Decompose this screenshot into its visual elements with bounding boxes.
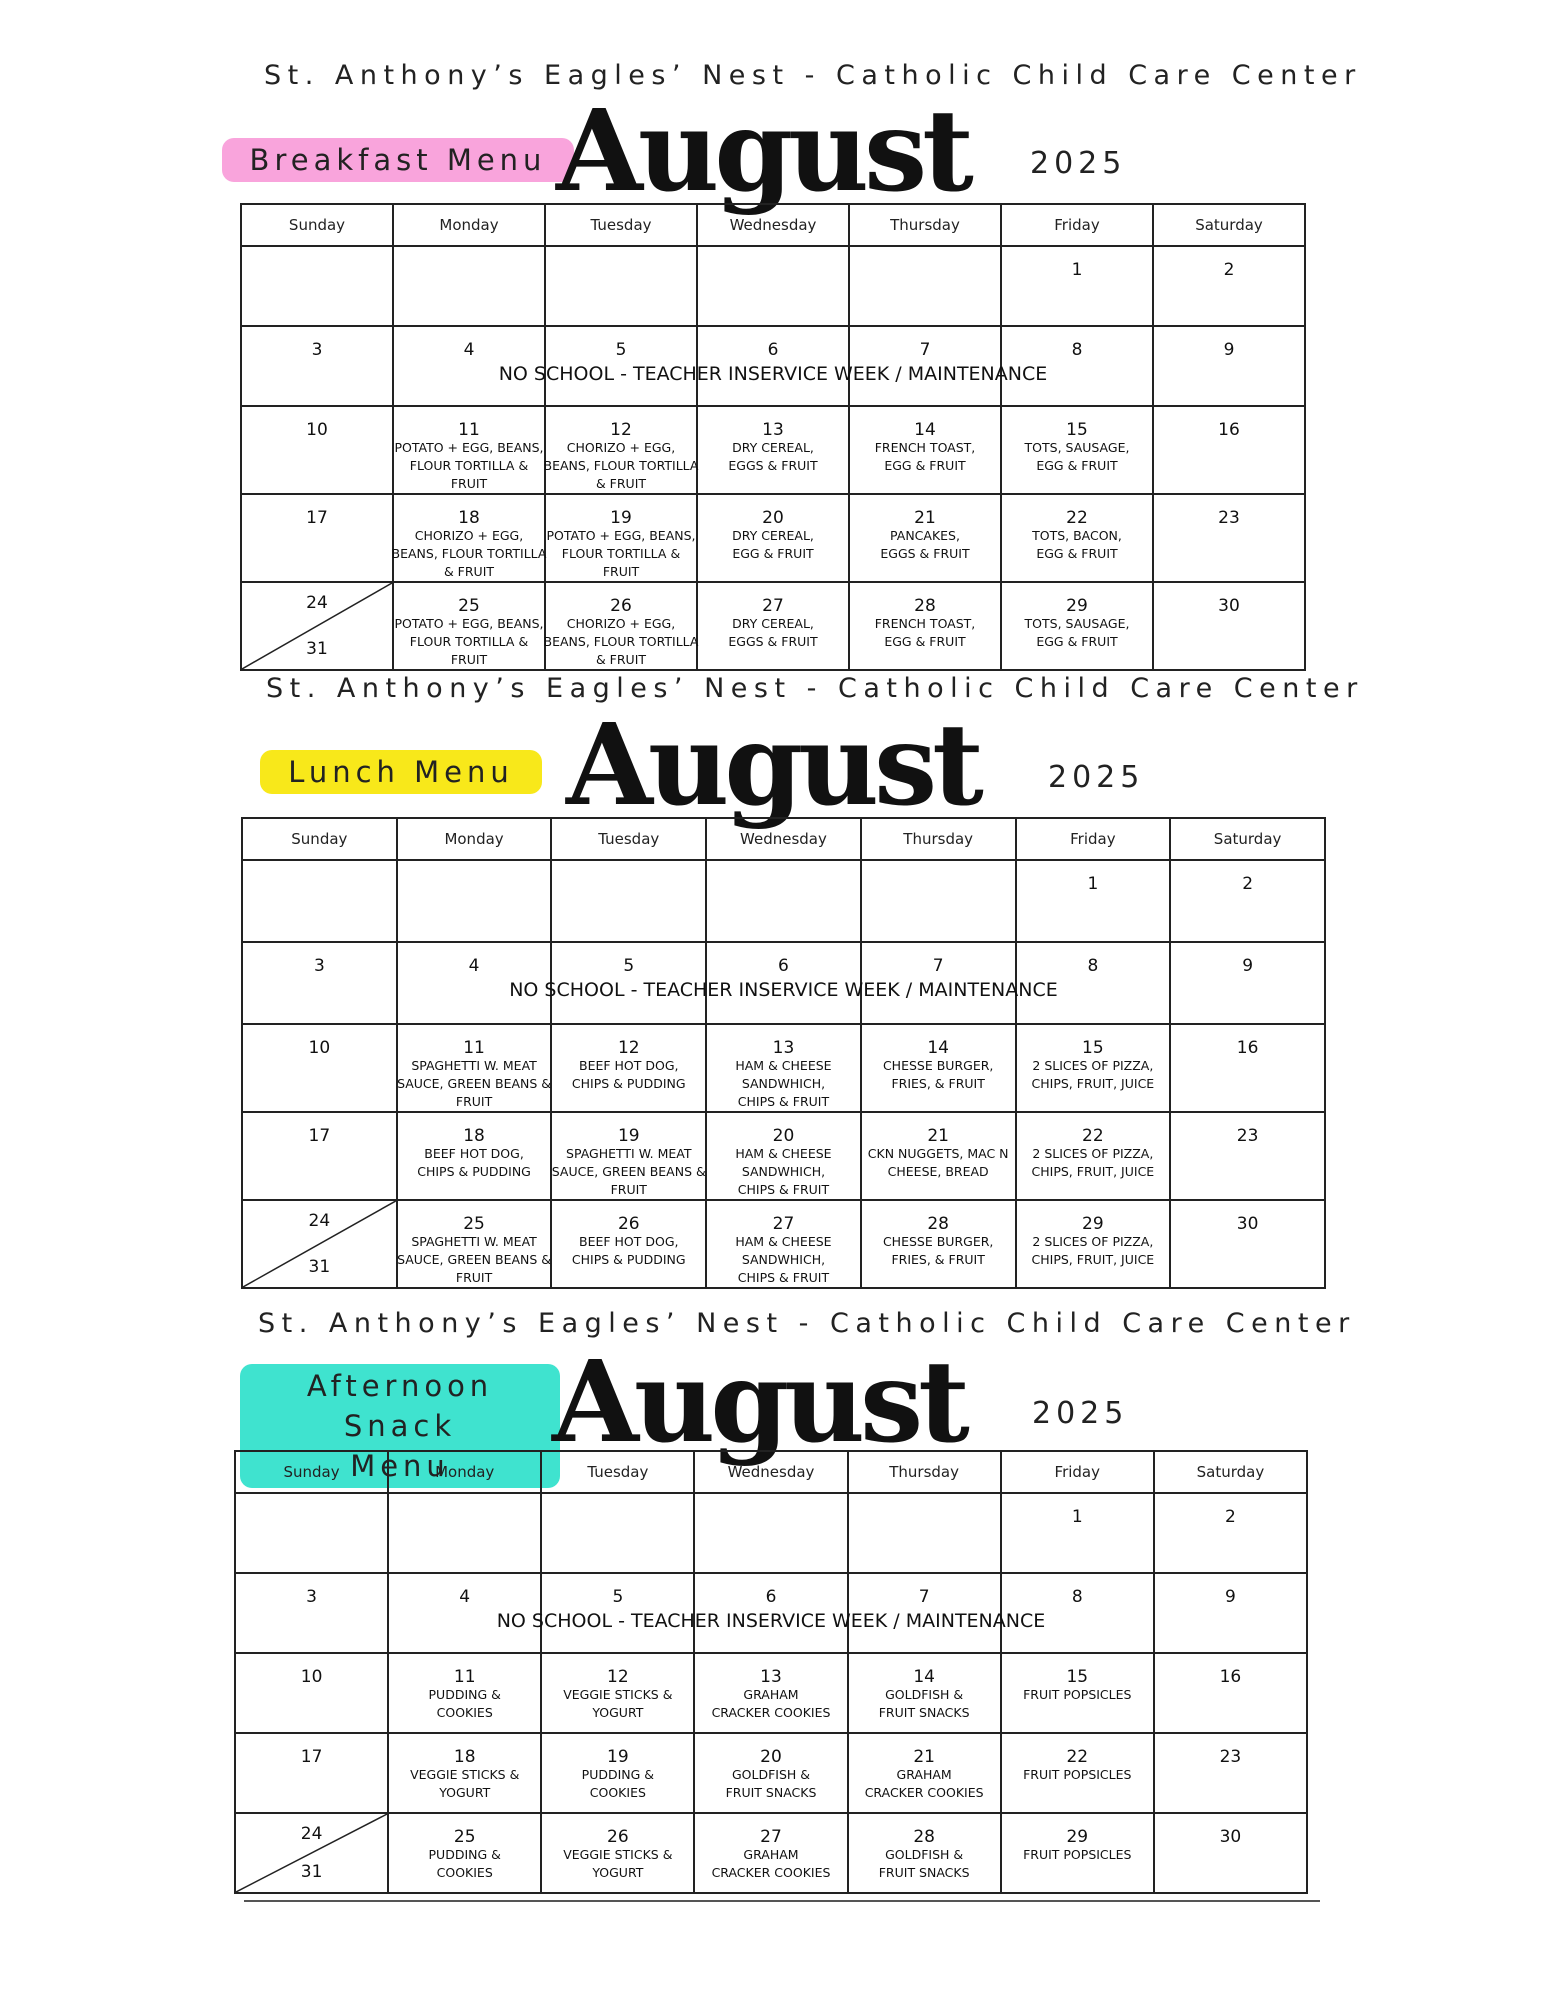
- calendar-day-cell: [694, 1653, 847, 1733]
- calendar-day-cell: [706, 1024, 861, 1112]
- calendar-day-cell: [541, 1813, 694, 1893]
- calendar-day-cell: [694, 1573, 847, 1653]
- day-number: 8: [1071, 340, 1083, 360]
- calendar-day-cell: [848, 1573, 1001, 1653]
- calendar-day-cell: [235, 1813, 388, 1893]
- day-number: 13: [772, 1038, 795, 1058]
- day-number: 24: [308, 1211, 331, 1231]
- calendar-day-cell: [1001, 1573, 1154, 1653]
- calendar-day-cell: [393, 326, 545, 406]
- day-number: 4: [468, 956, 480, 976]
- calendar-day-cell: [694, 1813, 847, 1893]
- calendar-week-row: [235, 1813, 1307, 1893]
- center-name: St. Anthony’s Eagles’ Nest - Catholic Child Care Center: [266, 673, 1364, 704]
- day-number: 17: [308, 1126, 331, 1146]
- calendar-day-cell: [397, 1024, 552, 1112]
- day-number: 1: [1087, 874, 1099, 894]
- day-number: 3: [306, 1587, 317, 1607]
- day-number: 14: [914, 420, 936, 440]
- calendar-day-cell: [241, 246, 393, 326]
- menu-item: POTATO + EGG, BEANS, FLOUR TORTILLA & FRUIT: [394, 616, 544, 667]
- day-number: 19: [610, 508, 632, 528]
- calendar-day-cell: [1016, 860, 1171, 942]
- calendar-day-cell: [388, 1813, 541, 1893]
- calendar-day-cell: [545, 246, 697, 326]
- calendar-day-cell: [388, 1653, 541, 1733]
- day-number: 12: [607, 1667, 629, 1687]
- day-number: 18: [458, 508, 480, 528]
- day-number: 30: [1219, 1827, 1242, 1847]
- day-number: 18: [453, 1747, 476, 1767]
- menu-item: CHORIZO + EGG, BEANS, FLOUR TORTILLA & FRUIT: [391, 528, 547, 579]
- calendar-day-cell: [235, 1733, 388, 1813]
- calendar-day-cell: [849, 326, 1001, 406]
- lunch-menu-badge: Lunch Menu: [260, 750, 542, 794]
- calendar-day-cell: [1016, 1200, 1171, 1288]
- calendar-day-cell: [242, 942, 397, 1024]
- calendar-day-cell: [1153, 326, 1305, 406]
- day-number: 6: [765, 1587, 777, 1607]
- menu-item: SPAGHETTI W. MEAT SAUCE, GREEN BEANS & FRUIT: [397, 1234, 552, 1285]
- breakfast-menu-badge: Breakfast Menu: [222, 138, 574, 182]
- day-number: 15: [1082, 1038, 1104, 1058]
- weekday-header: Friday: [1001, 1451, 1154, 1493]
- calendar-week-row: [241, 326, 1305, 406]
- weekday-header: Sunday: [241, 204, 393, 246]
- calendar-day-cell: [706, 942, 861, 1024]
- menu-item: BEEF HOT DOG, CHIPS & PUDDING: [417, 1146, 531, 1179]
- calendar-day-cell: [697, 246, 849, 326]
- day-number: 28: [914, 596, 936, 616]
- calendar-day-cell: [694, 1733, 847, 1813]
- menu-item: HAM & CHEESE SANDWHICH, CHIPS & FRUIT: [735, 1146, 832, 1197]
- calendar-day-cell: [1154, 1573, 1307, 1653]
- menu-item: FRENCH TOAST, EGG & FRUIT: [874, 440, 976, 473]
- menu-item: 2 SLICES OF PIZZA, CHIPS, FRUIT, JUICE: [1031, 1058, 1155, 1091]
- day-number: 19: [617, 1126, 640, 1146]
- menu-item: TOTS, SAUSAGE, EGG & FRUIT: [1024, 616, 1130, 649]
- menu-item: HAM & CHEESE SANDWHICH, CHIPS & FRUIT: [735, 1234, 832, 1285]
- calendar-week-row: [242, 1112, 1325, 1200]
- month-title: August: [566, 700, 979, 831]
- calendar-day-cell: [1001, 406, 1153, 494]
- day-number: 21: [914, 508, 936, 528]
- menu-item: HAM & CHEESE SANDWHICH, CHIPS & FRUIT: [735, 1058, 832, 1109]
- day-number: 20: [760, 1747, 782, 1767]
- calendar-day-cell: [1170, 860, 1325, 942]
- day-number: 22: [1082, 1126, 1104, 1146]
- menu-item: VEGGIE STICKS & YOGURT: [563, 1687, 673, 1720]
- calendar-day-cell: [1016, 1024, 1171, 1112]
- weekday-header: Sunday: [235, 1451, 388, 1493]
- calendar-day-cell: [1153, 406, 1305, 494]
- calendar-day-cell: [848, 1733, 1001, 1813]
- weekday-header: Sunday: [242, 818, 397, 860]
- menu-item: GRAHAM CRACKER COOKIES: [864, 1767, 984, 1800]
- calendar-day-cell: [551, 1112, 706, 1200]
- calendar-day-cell: [697, 582, 849, 670]
- day-number: 5: [612, 1587, 624, 1607]
- day-number: 13: [762, 420, 784, 440]
- day-number: 1: [1071, 1507, 1083, 1527]
- weekday-header: Tuesday: [545, 204, 697, 246]
- menu-item: FRUIT POPSICLES: [1023, 1767, 1132, 1782]
- day-number: 14: [927, 1038, 949, 1058]
- day-number: 24: [306, 593, 328, 613]
- calendar-day-cell: [706, 1112, 861, 1200]
- no-school-notice: NO SCHOOL - TEACHER INSERVICE WEEK / MAINTENANCE: [496, 1610, 1046, 1632]
- calendar-day-cell: [388, 1573, 541, 1653]
- calendar-day-cell: [545, 406, 697, 494]
- calendar-week-row: [241, 494, 1305, 582]
- calendar-day-cell: [393, 582, 545, 670]
- calendar-day-cell: [1153, 246, 1305, 326]
- day-number: 8: [1071, 1587, 1083, 1607]
- day-number: 14: [913, 1667, 935, 1687]
- day-number: 18: [463, 1126, 485, 1146]
- day-number: 29: [1082, 1214, 1104, 1234]
- calendar-day-cell: [242, 860, 397, 942]
- month-title: August: [552, 1337, 965, 1468]
- calendar-day-cell: [397, 1200, 552, 1288]
- calendar-day-cell: [1170, 1200, 1325, 1288]
- calendar-day-cell: [861, 1112, 1016, 1200]
- day-number: 22: [1066, 1747, 1089, 1767]
- day-number: 5: [615, 340, 627, 360]
- calendar-day-cell: [241, 406, 393, 494]
- day-number: 29: [1066, 1827, 1089, 1847]
- lunch-calendar: [241, 817, 1326, 1289]
- calendar-day-cell: [1170, 1112, 1325, 1200]
- calendar-day-cell: [694, 1493, 847, 1573]
- calendar-week-row: [242, 942, 1325, 1024]
- calendar-day-cell: [541, 1573, 694, 1653]
- calendar-day-cell: [1154, 1813, 1307, 1893]
- calendar-day-cell: [241, 326, 393, 406]
- weekday-header: Tuesday: [541, 1451, 694, 1493]
- center-name: St. Anthony’s Eagles’ Nest - Catholic Child Care Center: [264, 60, 1362, 91]
- day-number: 3: [313, 956, 325, 976]
- menu-item: SPAGHETTI W. MEAT SAUCE, GREEN BEANS & FRUIT: [397, 1058, 552, 1109]
- calendar-day-cell: [1154, 1493, 1307, 1573]
- day-number: 31: [306, 639, 328, 659]
- weekday-header: Thursday: [861, 818, 1016, 860]
- day-number: 24: [300, 1824, 323, 1844]
- calendar-day-cell: [541, 1733, 694, 1813]
- day-number: 25: [463, 1214, 485, 1234]
- calendar-day-cell: [388, 1733, 541, 1813]
- calendar-week-row: [235, 1733, 1307, 1813]
- calendar-day-cell: [241, 494, 393, 582]
- day-number: 17: [300, 1747, 323, 1767]
- day-number: 9: [1225, 1587, 1236, 1607]
- menu-item: CKN NUGGETS, MAC N CHEESE, BREAD: [867, 1146, 1009, 1179]
- calendar-day-cell: [1154, 1733, 1307, 1813]
- calendar-day-cell: [697, 406, 849, 494]
- menu-item: FRUIT POPSICLES: [1023, 1687, 1132, 1702]
- menu-item: FRENCH TOAST, EGG & FRUIT: [874, 616, 976, 649]
- weekday-header: Tuesday: [551, 818, 706, 860]
- calendar-day-cell: [1001, 1813, 1154, 1893]
- day-number: 1: [1071, 260, 1083, 280]
- calendar-day-cell: [706, 860, 861, 942]
- calendar-day-cell: [706, 1200, 861, 1288]
- day-number: 29: [1066, 596, 1088, 616]
- weekday-header: Wednesday: [694, 1451, 847, 1493]
- day-number: 28: [913, 1827, 935, 1847]
- calendar-week-row: [242, 1024, 1325, 1112]
- calendar-week-row: [235, 1653, 1307, 1733]
- calendar-week-row: [242, 1200, 1325, 1288]
- menu-item: CHESSE BURGER, FRIES, & FRUIT: [882, 1234, 994, 1267]
- day-number: 2: [1242, 874, 1254, 894]
- day-number: 26: [607, 1827, 629, 1847]
- calendar-day-cell: [1016, 1112, 1171, 1200]
- calendar-day-cell: [545, 326, 697, 406]
- menu-item: PANCAKES, EGGS & FRUIT: [880, 528, 970, 561]
- calendar-day-cell: [697, 494, 849, 582]
- weekday-header: Thursday: [848, 1451, 1001, 1493]
- calendar-day-cell: [242, 1024, 397, 1112]
- weekday-header: Saturday: [1153, 204, 1305, 246]
- calendar-week-row: [235, 1493, 1307, 1573]
- calendar-day-cell: [397, 1112, 552, 1200]
- weekday-header: Saturday: [1154, 1451, 1307, 1493]
- day-number: 23: [1218, 508, 1240, 528]
- day-number: 30: [1218, 596, 1240, 616]
- calendar-day-cell: [551, 1200, 706, 1288]
- day-number: 7: [932, 956, 944, 976]
- day-number: 12: [610, 420, 632, 440]
- day-number: 15: [1066, 420, 1088, 440]
- year-label: 2025: [1048, 760, 1145, 795]
- day-number: 11: [453, 1667, 476, 1687]
- menu-item: 2 SLICES OF PIZZA, CHIPS, FRUIT, JUICE: [1031, 1146, 1155, 1179]
- weekday-header: Monday: [397, 818, 552, 860]
- day-number: 6: [778, 956, 789, 976]
- day-number: 11: [458, 420, 480, 440]
- calendar-day-cell: [393, 494, 545, 582]
- calendar-day-cell: [397, 942, 552, 1024]
- menu-item: POTATO + EGG, BEANS, FLOUR TORTILLA & FRUIT: [546, 528, 696, 579]
- calendar-day-cell: [1153, 494, 1305, 582]
- calendar-week-row: [241, 582, 1305, 670]
- calendar-day-cell: [1153, 582, 1305, 670]
- day-number: 11: [463, 1038, 485, 1058]
- calendar-day-cell: [861, 942, 1016, 1024]
- day-number: 16: [1219, 1667, 1242, 1687]
- day-number: 10: [306, 420, 328, 440]
- center-name: St. Anthony’s Eagles’ Nest - Catholic Child Care Center: [258, 1308, 1356, 1339]
- day-number: 4: [459, 1587, 471, 1607]
- footer-divider: [244, 1900, 1320, 1902]
- calendar-day-cell: [849, 494, 1001, 582]
- calendar-day-cell: [388, 1493, 541, 1573]
- snack-calendar: [234, 1450, 1308, 1894]
- no-school-notice: NO SCHOOL - TEACHER INSERVICE WEEK / MAINTENANCE: [509, 979, 1058, 1001]
- menu-item: VEGGIE STICKS & YOGURT: [563, 1847, 673, 1880]
- calendar-day-cell: [1001, 1653, 1154, 1733]
- day-number: 26: [610, 596, 632, 616]
- day-number: 31: [308, 1257, 331, 1277]
- calendar-day-cell: [545, 494, 697, 582]
- calendar-day-cell: [697, 326, 849, 406]
- menu-item: PUDDING & COOKIES: [581, 1767, 655, 1800]
- day-number: 4: [463, 340, 475, 360]
- calendar-day-cell: [848, 1493, 1001, 1573]
- month-title: August: [556, 86, 969, 217]
- calendar-day-cell: [849, 246, 1001, 326]
- menu-item: DRY CEREAL, EGG & FRUIT: [732, 528, 814, 561]
- calendar-day-cell: [848, 1813, 1001, 1893]
- weekday-header: Monday: [393, 204, 545, 246]
- calendar-day-cell: [861, 860, 1016, 942]
- menu-item: SPAGHETTI W. MEAT SAUCE, GREEN BEANS & FRUIT: [551, 1146, 706, 1197]
- menu-item: GRAHAM CRACKER COOKIES: [711, 1687, 831, 1720]
- day-number: 2: [1225, 1507, 1236, 1527]
- calendar-day-cell: [848, 1653, 1001, 1733]
- day-number: 27: [760, 1827, 782, 1847]
- day-number: 15: [1066, 1667, 1089, 1687]
- menu-item: TOTS, SAUSAGE, EGG & FRUIT: [1024, 440, 1130, 473]
- breakfast-calendar: [240, 203, 1306, 671]
- calendar-day-cell: [1001, 326, 1153, 406]
- menu-item: GOLDFISH & FRUIT SNACKS: [725, 1767, 817, 1800]
- weekday-header: Saturday: [1170, 818, 1325, 860]
- day-number: 25: [458, 596, 480, 616]
- menu-item: FRUIT POPSICLES: [1023, 1847, 1132, 1862]
- calendar-day-cell: [242, 1200, 397, 1288]
- menu-item: TOTS, BACON, EGG & FRUIT: [1032, 528, 1122, 561]
- day-number: 27: [762, 596, 784, 616]
- day-number: 16: [1236, 1038, 1259, 1058]
- year-label: 2025: [1032, 1396, 1129, 1431]
- calendar-day-cell: [551, 942, 706, 1024]
- calendar-day-cell: [541, 1653, 694, 1733]
- weekday-header: Wednesday: [706, 818, 861, 860]
- day-number: 21: [927, 1126, 949, 1146]
- weekday-header: Monday: [388, 1451, 541, 1493]
- calendar-day-cell: [849, 406, 1001, 494]
- day-number: 21: [913, 1747, 935, 1767]
- day-number: 22: [1066, 508, 1088, 528]
- menu-item: BEEF HOT DOG, CHIPS & PUDDING: [571, 1058, 686, 1091]
- day-number: 2: [1223, 260, 1235, 280]
- calendar-day-cell: [241, 582, 393, 670]
- day-number: 26: [617, 1214, 640, 1234]
- day-number: 20: [772, 1126, 795, 1146]
- menu-item: DRY CEREAL, EGGS & FRUIT: [728, 616, 818, 649]
- menu-item: GOLDFISH & FRUIT SNACKS: [878, 1847, 970, 1880]
- calendar-day-cell: [242, 1112, 397, 1200]
- day-number: 9: [1223, 340, 1235, 360]
- menu-item: CHORIZO + EGG, BEANS, FLOUR TORTILLA & FRUIT: [543, 440, 699, 491]
- menu-item: CHESSE BURGER, FRIES, & FRUIT: [882, 1058, 994, 1091]
- calendar-day-cell: [235, 1493, 388, 1573]
- day-number: 19: [607, 1747, 629, 1767]
- day-number: 9: [1242, 956, 1254, 976]
- calendar-day-cell: [551, 860, 706, 942]
- calendar-day-cell: [1170, 942, 1325, 1024]
- day-number: 13: [760, 1667, 782, 1687]
- day-number: 7: [918, 1587, 930, 1607]
- calendar-week-row: [235, 1573, 1307, 1653]
- day-number: 6: [767, 340, 779, 360]
- calendar-day-cell: [1001, 1493, 1154, 1573]
- day-number: 17: [306, 508, 328, 528]
- menu-item: VEGGIE STICKS & YOGURT: [410, 1767, 520, 1800]
- day-number: 23: [1219, 1747, 1242, 1767]
- day-number: 23: [1236, 1126, 1259, 1146]
- day-number: 31: [300, 1862, 323, 1882]
- calendar-day-cell: [1001, 582, 1153, 670]
- menu-item: CHORIZO + EGG, BEANS, FLOUR TORTILLA & FRUIT: [543, 616, 699, 667]
- day-number: 7: [919, 340, 931, 360]
- year-label: 2025: [1030, 146, 1127, 181]
- day-number: 28: [927, 1214, 949, 1234]
- calendar-week-row: [241, 406, 1305, 494]
- calendar-day-cell: [861, 1024, 1016, 1112]
- calendar-day-cell: [393, 246, 545, 326]
- day-number: 10: [300, 1667, 323, 1687]
- calendar-week-row: [242, 860, 1325, 942]
- menu-item: BEEF HOT DOG, CHIPS & PUDDING: [571, 1234, 686, 1267]
- day-number: 20: [762, 508, 784, 528]
- weekday-header: Thursday: [849, 204, 1001, 246]
- snack-menu-title: Afternoon Snack Menu: [306, 1369, 494, 1483]
- menu-item: GOLDFISH & FRUIT SNACKS: [878, 1687, 970, 1720]
- calendar-day-cell: [861, 1200, 1016, 1288]
- calendar-day-cell: [1001, 494, 1153, 582]
- menu-item: GRAHAM CRACKER COOKIES: [711, 1847, 831, 1880]
- calendar-day-cell: [235, 1573, 388, 1653]
- calendar-day-cell: [1001, 1733, 1154, 1813]
- calendar-day-cell: [551, 1024, 706, 1112]
- calendar-week-row: [241, 246, 1305, 326]
- weekday-header: Friday: [1001, 204, 1153, 246]
- menu-item: DRY CEREAL, EGGS & FRUIT: [728, 440, 818, 473]
- day-number: 8: [1087, 956, 1099, 976]
- calendar-day-cell: [1016, 942, 1171, 1024]
- menu-item: PUDDING & COOKIES: [428, 1687, 501, 1720]
- weekday-header: Friday: [1016, 818, 1171, 860]
- calendar-day-cell: [235, 1653, 388, 1733]
- calendar-day-cell: [1154, 1653, 1307, 1733]
- no-school-notice: NO SCHOOL - TEACHER INSERVICE WEEK / MAINTENANCE: [498, 363, 1048, 385]
- day-number: 30: [1236, 1214, 1259, 1234]
- weekday-header: Wednesday: [697, 204, 849, 246]
- menu-item: 2 SLICES OF PIZZA, CHIPS, FRUIT, JUICE: [1031, 1234, 1155, 1267]
- calendar-day-cell: [849, 582, 1001, 670]
- day-number: 12: [617, 1038, 640, 1058]
- calendar-day-cell: [541, 1493, 694, 1573]
- day-number: 25: [453, 1827, 476, 1847]
- menu-item: PUDDING & COOKIES: [428, 1847, 501, 1880]
- calendar-day-cell: [545, 582, 697, 670]
- day-number: 27: [772, 1214, 795, 1234]
- menu-item: POTATO + EGG, BEANS, FLOUR TORTILLA & FRUIT: [394, 440, 544, 491]
- calendar-day-cell: [397, 860, 552, 942]
- day-number: 5: [623, 956, 635, 976]
- day-number: 16: [1218, 420, 1240, 440]
- calendar-day-cell: [393, 406, 545, 494]
- calendar-day-cell: [1170, 1024, 1325, 1112]
- day-number: 10: [308, 1038, 331, 1058]
- day-number: 3: [311, 340, 323, 360]
- calendar-day-cell: [1001, 246, 1153, 326]
